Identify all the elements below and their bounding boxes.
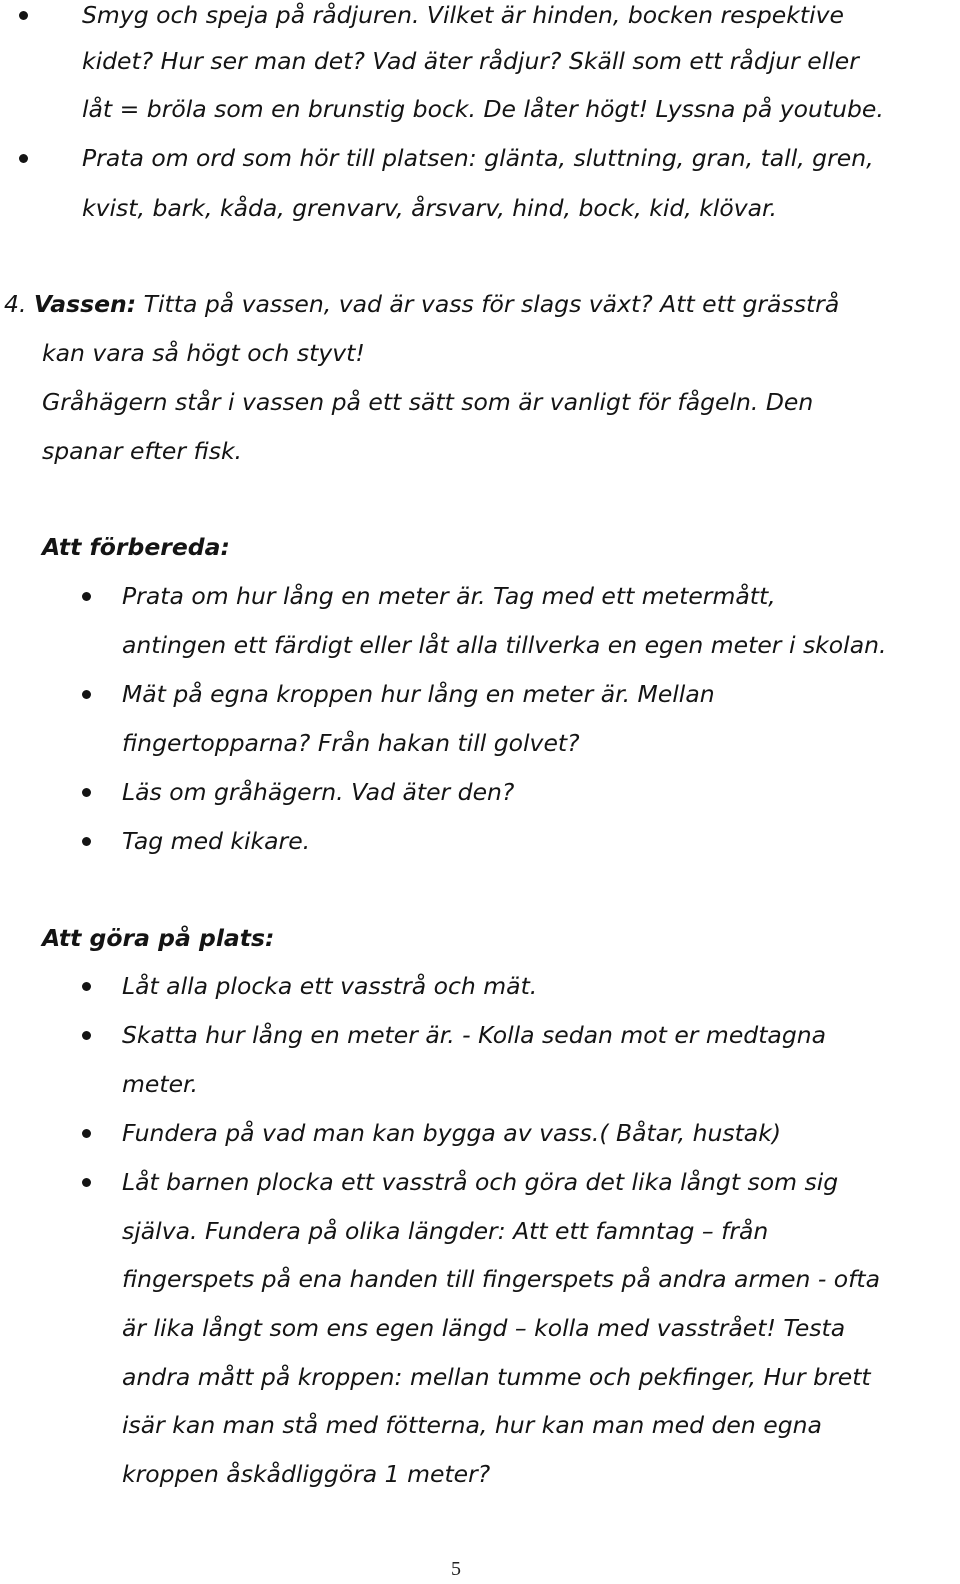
bullet-icon xyxy=(82,592,91,601)
text-line: Prata om ord som hör till platsen: glänta, sluttning, gran, tall, gren, xyxy=(82,144,874,172)
text-line: Prata om hur lång en meter är. Tag med ett metermått, xyxy=(122,582,776,610)
text-line: Tag med kikare. xyxy=(122,827,311,855)
text-line: isär kan man stå med fötterna, hur kan man med den egna xyxy=(122,1411,822,1439)
bullet-icon xyxy=(19,11,28,20)
text-line: själva. Fundera på olika längder: Att ett famntag – från xyxy=(122,1217,769,1245)
bullet-icon xyxy=(82,1178,91,1187)
heading-prepare: Att förbereda: xyxy=(42,533,230,561)
text-line: antingen ett färdigt eller låt alla tillverka en egen meter i skolan. xyxy=(122,631,887,659)
text-line: kan vara så högt och styvt! xyxy=(42,339,365,367)
bullet-icon xyxy=(82,1129,91,1138)
bullet-icon xyxy=(82,788,91,797)
text-line: kvist, bark, kåda, grenvarv, årsvarv, hind, bock, kid, klövar. xyxy=(82,194,778,222)
bullet-icon xyxy=(82,837,91,846)
text-line: låt = bröla som en brunstig bock. De låter högt! Lyssna på youtube. xyxy=(82,95,884,123)
bullet-icon xyxy=(82,982,91,991)
text-line: fingerspets på ena handen till fingerspets på andra armen - ofta xyxy=(122,1265,881,1293)
text-line: spanar efter fisk. xyxy=(42,437,243,465)
text-line: Fundera på vad man kan bygga av vass.( Båtar, hustak) xyxy=(122,1119,781,1147)
bullet-icon xyxy=(82,1031,91,1040)
page-number: 5 xyxy=(451,1558,461,1580)
text-line: är lika långt som ens egen längd – kolla med vasstrået! Testa xyxy=(122,1314,846,1342)
bullet-icon xyxy=(82,690,91,699)
section-text: Titta på vassen, vad är vass för slags växt? Att ett grässtrå xyxy=(136,290,840,318)
section-number: 4. xyxy=(4,290,27,318)
heading-onsite: Att göra på plats: xyxy=(42,924,275,952)
text-line: Smyg och speja på rådjuren. Vilket är hinden, bocken respektive xyxy=(82,1,844,29)
text-line: andra mått på kroppen: mellan tumme och pekfinger, Hur brett xyxy=(122,1363,871,1391)
text-line: fingertopparna? Från hakan till golvet? xyxy=(122,729,580,757)
text-line: Låt barnen plocka ett vasstrå och göra det lika långt som sig xyxy=(122,1168,839,1196)
text-line: Gråhägern står i vassen på ett sätt som är vanligt för fågeln. Den xyxy=(42,388,814,416)
text-line: Låt alla plocka ett vasstrå och mät. xyxy=(122,972,538,1000)
text-line: Läs om gråhägern. Vad äter den? xyxy=(122,778,515,806)
text-line: kidet? Hur ser man det? Vad äter rådjur? Skäll som ett rådjur eller xyxy=(82,47,859,75)
bullet-icon xyxy=(19,154,28,163)
text-line: Mät på egna kroppen hur lång en meter är. Mellan xyxy=(122,680,715,708)
text-line: meter. xyxy=(122,1070,198,1098)
section-4-line-1 xyxy=(4,289,839,319)
text-line: kroppen åskådliggöra 1 meter? xyxy=(122,1460,491,1488)
text-line: Skatta hur lång en meter är. - Kolla sedan mot er medtagna xyxy=(122,1021,827,1049)
section-label: Vassen: xyxy=(33,290,137,318)
